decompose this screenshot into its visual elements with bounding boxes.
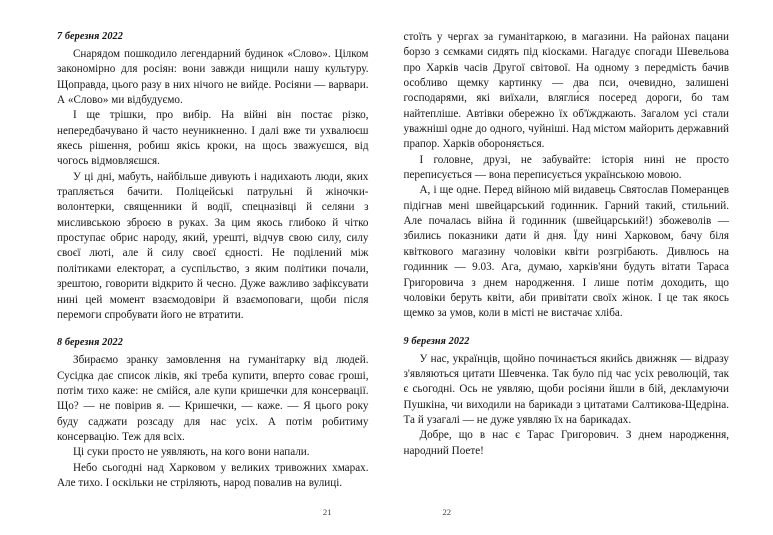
section-gap [404,322,730,335]
paragraph: І головне, друзі, не забувайте: історія нині не просто переписується — вона переписується українською мовою. [403,153,729,182]
date-heading-march-8: 8 березня 2022 [57,337,123,349]
paragraph: А, і ще одне. Перед війною мій видавець Святослав Померанцев підігнав мені швейцарський годинник. Гарний такий, стильний. Але почалась війна й годинник (швейцарський!) збожеволів — збились показники дати й дня. Їду нині Харковом, бачу біля квіткового магазину чоловіки квіти розгрібають. Дивлюсь на годинник — 9.03. Ага, думаю, харків'яни будуть вітати Тараса Григоровича з днем народження. І лише потім доходить, що чоловіки беруть квіти, аби привітати своїх жінок. І це так якось щемко за умов, коли в місті не вистачає хліба. [403,184,729,320]
page-number-right: 22 [442,507,452,517]
page-number-left: 21 [322,507,332,517]
paragraph: Збираємо зранку замовлення на гуманітарку від людей. Сусідка дає список ліків, які треба купити, вперто соває гроші, потім тихо каже: не смійся, але купи кришечки для консервації. Що? — не повірив я. — Кришечки, — каже. — Я цього року буду саджати розсаду для нас усіх. А потім робитиму консервацію. Теж для всіх. [57,354,369,443]
paragraph: У ці дні, мабуть, найбільше дивують і надихають люди, яких трапляється бачити. Поліцейські патрульні й жіночки-волонтерки, священники й водії, спецназівці й селяни з мисливською зброєю в руках. За цим якось глибоко й чітко проступає обрис народу, який, урешті, відчув свою силу, силу своєї люті, але й силу своєї єдності. Не поділений між політиками електорат, а суспільство, з яким політики почали, зрештою, говорити відкрито й чесно. Дуже важливо зафіксувати нині цей момент взаємодовіри й взаємоповаги, щоби після перемоги спробувати його не втратити. [57,170,369,321]
page-right [387,0,773,535]
paragraph: Снарядом пошкодило легендарний будинок «Слово». Цілком закономірно для росіян: вони завжди нищили нашу культуру. Щоправда, цього разу в них нічого не вийде. Росіяни — варвари. А «Слово» ми відбудуємо. [57,48,369,107]
paragraph: У нас, українців, щойно починається якийсь движняк — відразу з'являються цитати Шевченка. Так було під час усіх революцій, так є сьогодні. Ось не уявляю, щоби росіяни йшли в бій, декламуючи Пушкіна, чи виходили на барикади з цитатами Салтикова-Щедріна. Та й узагалі — не дуже уявляю їх на барикадах. [403,352,729,426]
paragraph: Небо сьогодні над Харковом у великих тривожних хмарах. Але тихо. І оскільки не стріляють, народ повалив на вулиці. [57,461,369,489]
date-heading-march-7: 7 березня 2022 [57,31,123,42]
left-text-column [57,30,369,491]
date-heading-march-9: 9 березня 2022 [403,335,470,347]
paragraph: Добре, що в нас є Тарас Григорович. З днем народження, народний Поете! [403,429,729,457]
paragraph-continued: стоїть у чергах за гуманітаркою, в магазини. На районах пацани борзо з сємками сидять під кіосками. Нагадує спогади Шевельова про Харків часів Другої світової. На одному з передмість бачив особливо щемку картинку — два пси, очевидно, залишені господарями, які виїхали, влягли́ся посеред дороги, бо там найтепліше. Автівки обережно їх об'їжджають. Загалом усі стали уважніші одне до одного, чуйніші. Над містом майорить державний прапор. Харків обороняється. [403,31,729,151]
paragraph: Ці суки просто не уявляють, на кого вони напали. [73,446,310,459]
right-text-column [404,30,730,459]
section-gap [57,323,369,336]
paragraph: І ще трішки, про вибір. На війні він постає різко, непередбачувано й часто неуникненно. І далі вже ти ухвалюєш якесь рішення, робиш якісь кроки, на щось зважуєшся, від чогось відмовляєшся. [57,109,369,168]
